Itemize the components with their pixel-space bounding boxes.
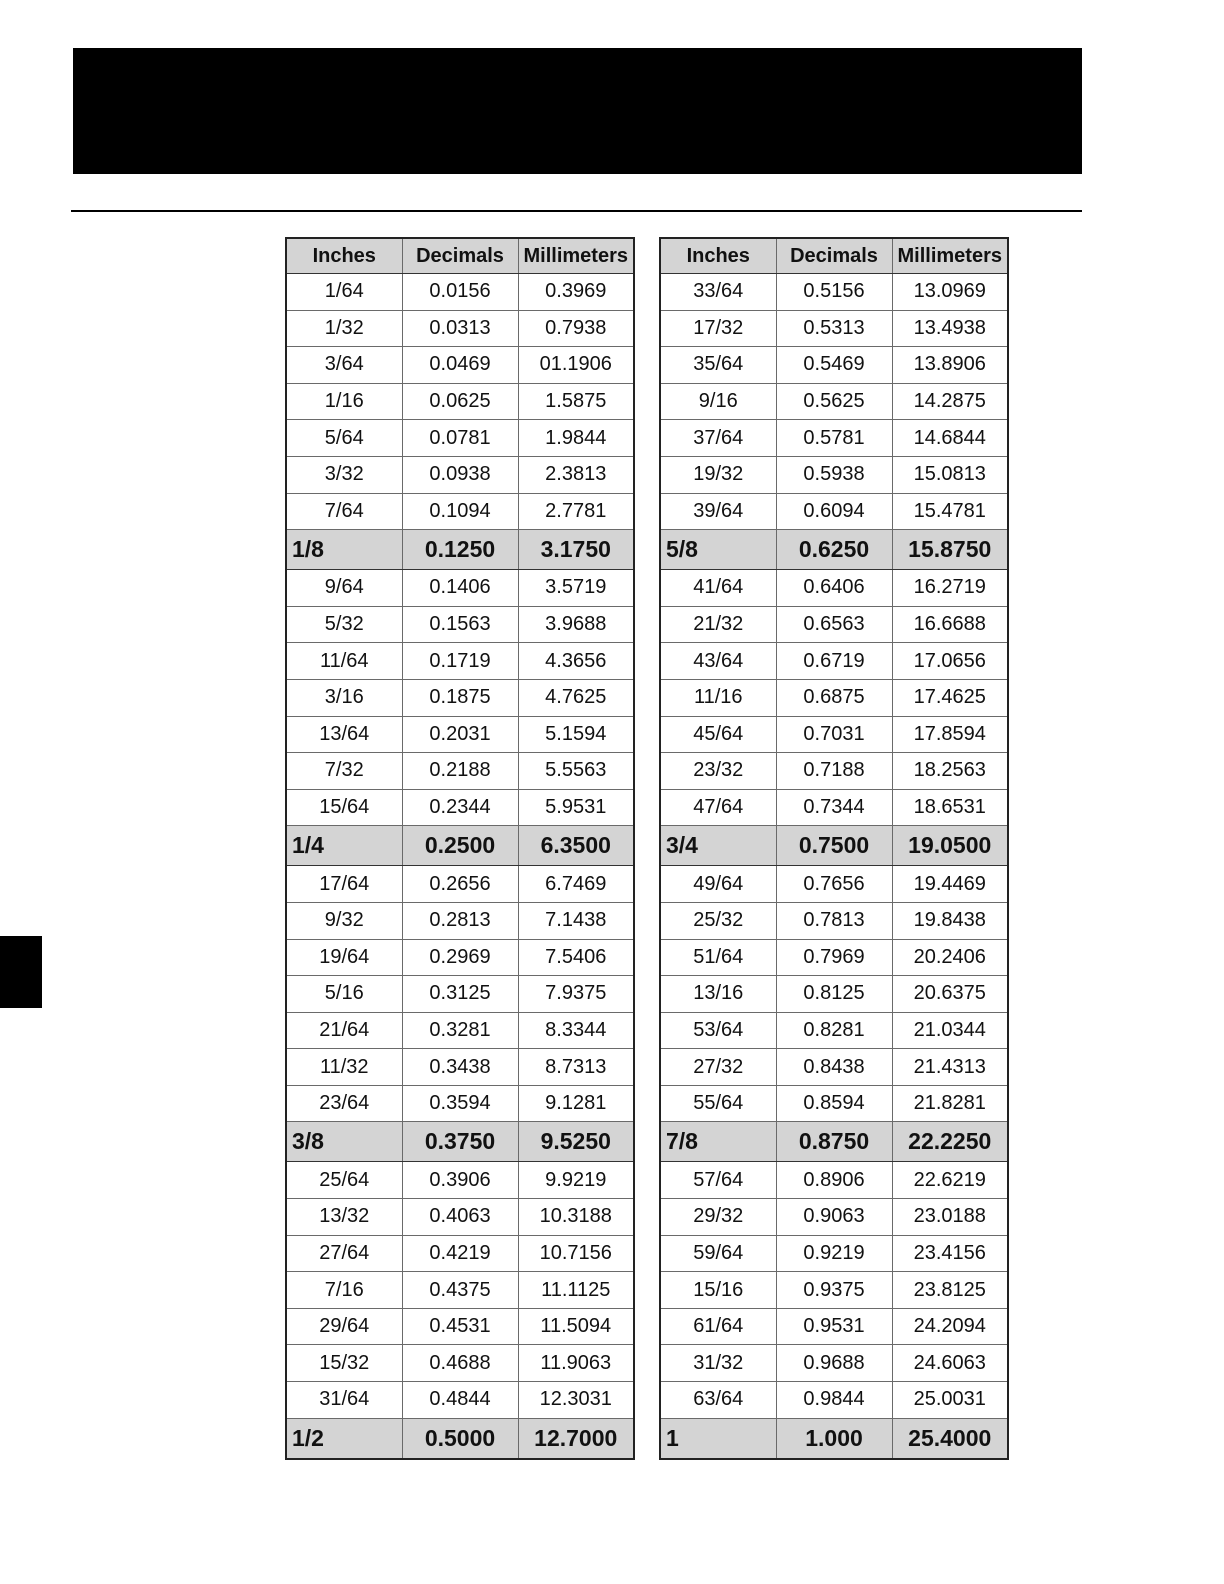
millimeters-cell: 21.8281 (892, 1085, 1008, 1122)
inches-cell: 27/32 (660, 1049, 776, 1086)
inches-cell: 41/64 (660, 570, 776, 607)
table-header-row (660, 238, 1008, 274)
table-row (286, 866, 634, 903)
millimeters-cell: 9.9219 (518, 1162, 634, 1199)
table-row (660, 420, 1008, 457)
inches-cell: 53/64 (660, 1012, 776, 1049)
millimeters-cell: 12.7000 (518, 1418, 634, 1459)
decimal-cell: 0.5000 (402, 1418, 518, 1459)
decimal-cell: 0.2500 (402, 826, 518, 866)
millimeters-cell: 11.5094 (518, 1308, 634, 1345)
millimeters-cell: 3.9688 (518, 606, 634, 643)
millimeters-cell: 18.6531 (892, 789, 1008, 826)
table-row (286, 1382, 634, 1419)
decimal-cell: 0.9375 (776, 1272, 892, 1309)
table-row (660, 606, 1008, 643)
inches-cell: 1/2 (286, 1418, 402, 1459)
decimal-cell: 0.8594 (776, 1085, 892, 1122)
table-row (660, 1345, 1008, 1382)
decimal-cell: 0.3281 (402, 1012, 518, 1049)
millimeters-cell: 16.6688 (892, 606, 1008, 643)
inches-cell: 7/8 (660, 1122, 776, 1162)
table-row (286, 347, 634, 384)
table-row (660, 1085, 1008, 1122)
inches-cell: 21/64 (286, 1012, 402, 1049)
millimeters-cell: 19.4469 (892, 866, 1008, 903)
inches-cell: 31/64 (286, 1382, 402, 1419)
table-row (660, 1308, 1008, 1345)
table-row (286, 1272, 634, 1309)
table-row (660, 643, 1008, 680)
table-row (286, 420, 634, 457)
inches-cell: 3/8 (286, 1122, 402, 1162)
millimeters-cell: 7.5406 (518, 939, 634, 976)
millimeters-cell: 11.9063 (518, 1345, 634, 1382)
millimeters-cell: 7.1438 (518, 902, 634, 939)
millimeters-cell: 17.0656 (892, 643, 1008, 680)
table-row (286, 1012, 634, 1049)
millimeters-cell: 20.2406 (892, 939, 1008, 976)
column-header-millimeters: Millimeters (892, 238, 1008, 274)
decimal-cell: 0.9688 (776, 1345, 892, 1382)
millimeters-cell: 17.4625 (892, 679, 1008, 716)
decimal-cell: 0.0781 (402, 420, 518, 457)
table-row (286, 1308, 634, 1345)
table-row (286, 606, 634, 643)
inches-cell: 63/64 (660, 1382, 776, 1419)
millimeters-cell: 25.4000 (892, 1418, 1008, 1459)
inches-cell: 21/32 (660, 606, 776, 643)
millimeters-cell: 23.0188 (892, 1199, 1008, 1236)
decimal-cell: 0.0469 (402, 347, 518, 384)
table-row (660, 716, 1008, 753)
millimeters-cell: 14.2875 (892, 383, 1008, 420)
decimal-cell: 0.0625 (402, 383, 518, 420)
decimal-cell: 0.0313 (402, 310, 518, 347)
inches-cell: 7/16 (286, 1272, 402, 1309)
column-header-decimals: Decimals (776, 238, 892, 274)
millimeters-cell: 15.4781 (892, 493, 1008, 530)
inches-cell: 5/64 (286, 420, 402, 457)
table-row (286, 456, 634, 493)
inches-cell: 1/8 (286, 530, 402, 570)
inches-cell: 15/64 (286, 789, 402, 826)
millimeters-cell: 19.8438 (892, 902, 1008, 939)
table-row (286, 274, 634, 311)
inches-cell: 11/32 (286, 1049, 402, 1086)
table-row (286, 679, 634, 716)
inches-cell: 27/64 (286, 1235, 402, 1272)
inches-cell: 3/4 (660, 826, 776, 866)
table-row (660, 1162, 1008, 1199)
millimeters-cell: 17.8594 (892, 716, 1008, 753)
conversion-table-left (285, 237, 635, 1460)
inches-cell: 5/16 (286, 976, 402, 1013)
inches-cell: 23/32 (660, 753, 776, 790)
decimal-cell: 0.0938 (402, 456, 518, 493)
column-header-inches: Inches (660, 238, 776, 274)
table-row (660, 1235, 1008, 1272)
decimal-cell: 0.2188 (402, 753, 518, 790)
decimal-cell: 0.1875 (402, 679, 518, 716)
decimal-cell: 0.4531 (402, 1308, 518, 1345)
decimal-cell: 0.8438 (776, 1049, 892, 1086)
inches-cell: 1/16 (286, 383, 402, 420)
decimal-cell: 0.7344 (776, 789, 892, 826)
inches-cell: 31/32 (660, 1345, 776, 1382)
table-row (660, 753, 1008, 790)
millimeters-cell: 24.2094 (892, 1308, 1008, 1345)
millimeters-cell: 2.3813 (518, 456, 634, 493)
inches-cell: 13/64 (286, 716, 402, 753)
inches-cell: 43/64 (660, 643, 776, 680)
table-row (660, 1049, 1008, 1086)
table-row (660, 902, 1008, 939)
decimal-cell: 0.1719 (402, 643, 518, 680)
decimal-cell: 0.8906 (776, 1162, 892, 1199)
inches-cell: 5/32 (286, 606, 402, 643)
decimal-cell: 0.9063 (776, 1199, 892, 1236)
table-row (660, 274, 1008, 311)
millimeters-cell: 25.0031 (892, 1382, 1008, 1419)
decimal-cell: 0.9531 (776, 1308, 892, 1345)
decimal-cell: 0.3906 (402, 1162, 518, 1199)
table-row (286, 310, 634, 347)
table-row (286, 789, 634, 826)
decimal-cell: 0.7656 (776, 866, 892, 903)
inches-cell: 37/64 (660, 420, 776, 457)
table-row (660, 347, 1008, 384)
inches-cell: 1/4 (286, 826, 402, 866)
decimal-cell: 0.5938 (776, 456, 892, 493)
decimal-cell: 0.5781 (776, 420, 892, 457)
decimal-cell: 0.1250 (402, 530, 518, 570)
millimeters-cell: 21.4313 (892, 1049, 1008, 1086)
decimal-cell: 0.4688 (402, 1345, 518, 1382)
inches-cell: 1 (660, 1418, 776, 1459)
decimal-cell: 0.2344 (402, 789, 518, 826)
inches-cell: 1/32 (286, 310, 402, 347)
table-row (660, 570, 1008, 607)
millimeters-cell: 13.4938 (892, 310, 1008, 347)
millimeters-cell: 4.7625 (518, 679, 634, 716)
decimal-cell: 0.7813 (776, 902, 892, 939)
table-row (286, 1345, 634, 1382)
inches-cell: 7/32 (286, 753, 402, 790)
millimeters-cell: 11.1125 (518, 1272, 634, 1309)
decimal-cell: 0.5313 (776, 310, 892, 347)
inches-cell: 25/64 (286, 1162, 402, 1199)
inches-cell: 49/64 (660, 866, 776, 903)
inches-cell: 13/32 (286, 1199, 402, 1236)
decimal-cell: 0.5469 (776, 347, 892, 384)
inches-cell: 3/16 (286, 679, 402, 716)
table-row (286, 1235, 634, 1272)
table-row-major (660, 1122, 1008, 1162)
table-row (286, 753, 634, 790)
millimeters-cell: 24.6063 (892, 1345, 1008, 1382)
millimeters-cell: 8.7313 (518, 1049, 634, 1086)
table-row (660, 493, 1008, 530)
table-row-major (660, 530, 1008, 570)
decimal-cell: 0.7500 (776, 826, 892, 866)
millimeters-cell: 3.5719 (518, 570, 634, 607)
decimal-cell: 0.3750 (402, 1122, 518, 1162)
decimal-cell: 0.6094 (776, 493, 892, 530)
inches-cell: 15/16 (660, 1272, 776, 1309)
table-row (286, 1085, 634, 1122)
millimeters-cell: 22.2250 (892, 1122, 1008, 1162)
header-band (73, 48, 1082, 174)
table-row-major (286, 1122, 634, 1162)
millimeters-cell: 22.6219 (892, 1162, 1008, 1199)
inches-cell: 17/64 (286, 866, 402, 903)
millimeters-cell: 9.5250 (518, 1122, 634, 1162)
millimeters-cell: 5.9531 (518, 789, 634, 826)
table-row (660, 1012, 1008, 1049)
inches-cell: 17/32 (660, 310, 776, 347)
table-row (286, 643, 634, 680)
millimeters-cell: 13.8906 (892, 347, 1008, 384)
inches-cell: 29/64 (286, 1308, 402, 1345)
inches-cell: 3/32 (286, 456, 402, 493)
inches-cell: 39/64 (660, 493, 776, 530)
inches-cell: 7/64 (286, 493, 402, 530)
millimeters-cell: 1.9844 (518, 420, 634, 457)
table-row (660, 679, 1008, 716)
decimal-cell: 0.4375 (402, 1272, 518, 1309)
decimal-cell: 0.4219 (402, 1235, 518, 1272)
table-row (286, 1049, 634, 1086)
decimal-cell: 0.1406 (402, 570, 518, 607)
millimeters-cell: 0.7938 (518, 310, 634, 347)
table-row (660, 1199, 1008, 1236)
inches-cell: 15/32 (286, 1345, 402, 1382)
table-row (286, 493, 634, 530)
millimeters-cell: 8.3344 (518, 1012, 634, 1049)
table-row (286, 383, 634, 420)
decimal-cell: 1.000 (776, 1418, 892, 1459)
decimal-cell: 0.8750 (776, 1122, 892, 1162)
table-row (286, 570, 634, 607)
inches-cell: 3/64 (286, 347, 402, 384)
column-header-millimeters: Millimeters (518, 238, 634, 274)
table-row (660, 866, 1008, 903)
decimal-cell: 0.9219 (776, 1235, 892, 1272)
millimeters-cell: 5.1594 (518, 716, 634, 753)
millimeters-cell: 21.0344 (892, 1012, 1008, 1049)
inches-cell: 59/64 (660, 1235, 776, 1272)
inches-cell: 11/16 (660, 679, 776, 716)
decimal-cell: 0.6250 (776, 530, 892, 570)
table-row (286, 902, 634, 939)
decimal-cell: 0.2969 (402, 939, 518, 976)
header-rule (71, 210, 1082, 212)
millimeters-cell: 4.3656 (518, 643, 634, 680)
millimeters-cell: 6.7469 (518, 866, 634, 903)
decimal-cell: 0.5625 (776, 383, 892, 420)
table-row (660, 456, 1008, 493)
table-row (660, 383, 1008, 420)
decimal-cell: 0.9844 (776, 1382, 892, 1419)
inches-cell: 9/16 (660, 383, 776, 420)
inches-cell: 23/64 (286, 1085, 402, 1122)
conversion-table-right (659, 237, 1009, 1460)
table-row (660, 1382, 1008, 1419)
decimal-cell: 0.3594 (402, 1085, 518, 1122)
millimeters-cell: 20.6375 (892, 976, 1008, 1013)
table-row (286, 1162, 634, 1199)
millimeters-cell: 23.8125 (892, 1272, 1008, 1309)
decimal-cell: 0.7969 (776, 939, 892, 976)
inches-cell: 55/64 (660, 1085, 776, 1122)
millimeters-cell: 15.0813 (892, 456, 1008, 493)
decimal-cell: 0.6563 (776, 606, 892, 643)
table-row (660, 939, 1008, 976)
decimal-cell: 0.6406 (776, 570, 892, 607)
decimal-cell: 0.1563 (402, 606, 518, 643)
millimeters-cell: 10.7156 (518, 1235, 634, 1272)
decimal-cell: 0.7031 (776, 716, 892, 753)
table-row (660, 789, 1008, 826)
table-row-major (660, 1418, 1008, 1459)
table-row (660, 1272, 1008, 1309)
inches-cell: 33/64 (660, 274, 776, 311)
decimal-cell: 0.6719 (776, 643, 892, 680)
millimeters-cell: 10.3188 (518, 1199, 634, 1236)
table-row (286, 716, 634, 753)
decimal-cell: 0.5156 (776, 274, 892, 311)
millimeters-cell: 5.5563 (518, 753, 634, 790)
table-row-major (286, 1418, 634, 1459)
millimeters-cell: 3.1750 (518, 530, 634, 570)
table-row (286, 939, 634, 976)
inches-cell: 57/64 (660, 1162, 776, 1199)
decimal-cell: 0.2813 (402, 902, 518, 939)
decimal-cell: 0.4844 (402, 1382, 518, 1419)
decimal-cell: 0.8281 (776, 1012, 892, 1049)
millimeters-cell: 6.3500 (518, 826, 634, 866)
millimeters-cell: 14.6844 (892, 420, 1008, 457)
inches-cell: 1/64 (286, 274, 402, 311)
millimeters-cell: 1.5875 (518, 383, 634, 420)
decimal-cell: 0.0156 (402, 274, 518, 311)
decimal-cell: 0.2656 (402, 866, 518, 903)
decimal-cell: 0.3125 (402, 976, 518, 1013)
millimeters-cell: 16.2719 (892, 570, 1008, 607)
decimal-cell: 0.6875 (776, 679, 892, 716)
millimeters-cell: 13.0969 (892, 274, 1008, 311)
decimal-cell: 0.7188 (776, 753, 892, 790)
table-row (660, 976, 1008, 1013)
millimeters-cell: 2.7781 (518, 493, 634, 530)
column-header-inches: Inches (286, 238, 402, 274)
table-row-major (660, 826, 1008, 866)
inches-cell: 29/32 (660, 1199, 776, 1236)
inches-cell: 47/64 (660, 789, 776, 826)
millimeters-cell: 23.4156 (892, 1235, 1008, 1272)
inches-cell: 61/64 (660, 1308, 776, 1345)
millimeters-cell: 7.9375 (518, 976, 634, 1013)
millimeters-cell: 9.1281 (518, 1085, 634, 1122)
table-row (660, 310, 1008, 347)
inches-cell: 9/32 (286, 902, 402, 939)
inches-cell: 13/16 (660, 976, 776, 1013)
millimeters-cell: 15.8750 (892, 530, 1008, 570)
decimal-cell: 0.1094 (402, 493, 518, 530)
inches-cell: 19/32 (660, 456, 776, 493)
table-header-row (286, 238, 634, 274)
millimeters-cell: 12.3031 (518, 1382, 634, 1419)
table-row (286, 976, 634, 1013)
decimal-cell: 0.8125 (776, 976, 892, 1013)
decimal-cell: 0.4063 (402, 1199, 518, 1236)
inches-cell: 9/64 (286, 570, 402, 607)
section-tab-marker (0, 936, 42, 1008)
inches-cell: 35/64 (660, 347, 776, 384)
decimal-cell: 0.2031 (402, 716, 518, 753)
inches-cell: 45/64 (660, 716, 776, 753)
inches-cell: 19/64 (286, 939, 402, 976)
table-row (286, 1199, 634, 1236)
inches-cell: 5/8 (660, 530, 776, 570)
inches-cell: 25/32 (660, 902, 776, 939)
table-row-major (286, 826, 634, 866)
table-row-major (286, 530, 634, 570)
millimeters-cell: 0.3969 (518, 274, 634, 311)
millimeters-cell: 01.1906 (518, 347, 634, 384)
inches-cell: 51/64 (660, 939, 776, 976)
decimal-cell: 0.3438 (402, 1049, 518, 1086)
millimeters-cell: 19.0500 (892, 826, 1008, 866)
inches-cell: 11/64 (286, 643, 402, 680)
column-header-decimals: Decimals (402, 238, 518, 274)
millimeters-cell: 18.2563 (892, 753, 1008, 790)
